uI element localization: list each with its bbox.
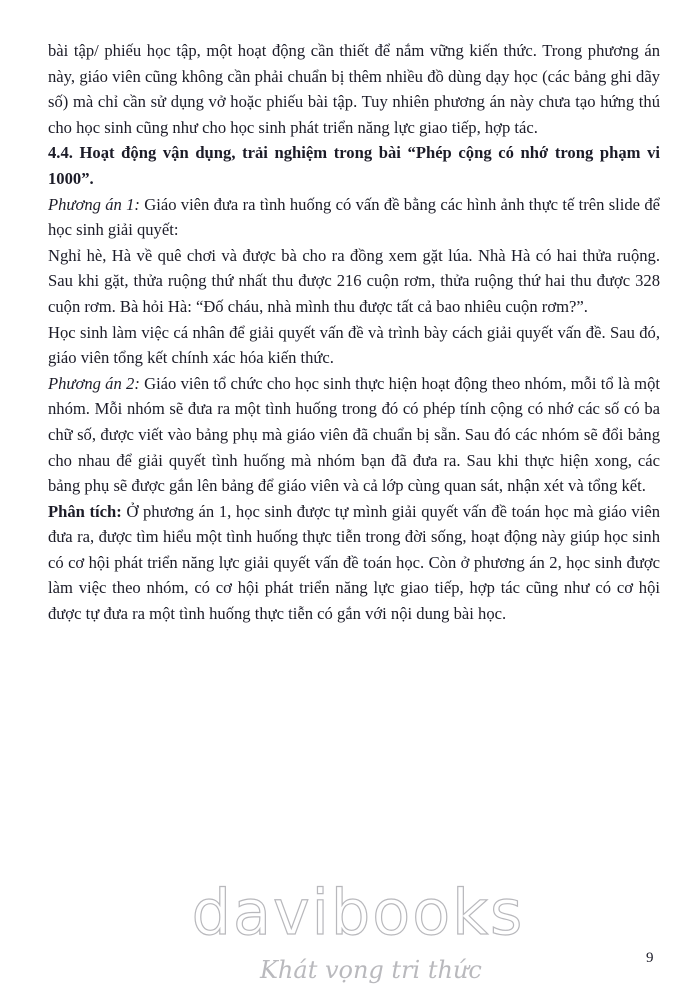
option-2-label: Phương án 2: bbox=[48, 373, 140, 393]
section-heading-4-4: 4.4. Hoạt động vận dụng, trải nghiệm trong bài “Phép cộng có nhớ trong phạm vi 1000”. bbox=[48, 143, 660, 188]
analysis-label: Phân tích: bbox=[48, 501, 122, 521]
paragraph-intro-continuation: bài tập/ phiếu học tập, một hoạt động cần thiết để nắm vững kiến thức. Trong phương án này, giáo viên cũng không cần phải chuẩn bị thêm nhiều đồ dùng dạy học (các bảng ghi dãy số) mà chỉ cần sử dụng vở hoặc phiếu bài tập. Tuy nhiên phương án này chưa tạo hứng thú cho học sinh cũng như cho học sinh phát triển năng lực giao tiếp, hợp tác. bbox=[48, 41, 660, 137]
paragraph-option-1 bbox=[48, 192, 660, 243]
analysis-text: Ở phương án 1, học sinh được tự mình giải quyết vấn đề toán học mà giáo viên đưa ra, được tìm hiểu một tình huống thực tiễn trong đời sống, hoạt động này giúp học sinh có cơ hội phát triển năng lực giải quyết vấn đề toán học. Còn ở phương án 2, học sinh được làm việc theo nhóm, có cơ hội phát triển năng lực giao tiếp, hợp tác cũng như có cơ hội được tự đưa ra một tình huống thực tiễn có gắn với nội dung bài học. bbox=[48, 501, 660, 624]
watermark-logo: davibooks bbox=[191, 876, 525, 949]
paragraph-analysis bbox=[48, 499, 660, 627]
page-number: 9 bbox=[646, 950, 654, 966]
paragraph-individual-work: Học sinh làm việc cá nhân để giải quyết vấn đề và trình bày cách giải quyết vấn đề. Sau đó, giáo viên tổng kết chính xác hóa kiến thức. bbox=[48, 322, 660, 368]
watermark-tagline: Khát vọng tri thức bbox=[260, 956, 482, 984]
option-1-label: Phương án 1: bbox=[48, 194, 140, 214]
page-body bbox=[48, 38, 660, 627]
paragraph-option-2 bbox=[48, 371, 660, 499]
option-2-text: Giáo viên tổ chức cho học sinh thực hiện hoạt động theo nhóm, mỗi tổ là một nhóm. Mỗi nhóm sẽ đưa ra một tình huống trong đó có phép tính cộng có nhớ các số có ba chữ số, được viết vào bảng phụ mà giáo viên đã chuẩn bị sẵn. Sau đó các nhóm sẽ đổi bảng cho nhau để giải quyết tình huống mà nhóm bạn đã đưa ra. Sau khi thực hiện xong, các bảng phụ sẽ được gắn lên bảng để giáo viên và cả lớp cùng quan sát, nhận xét và tổng kết. bbox=[48, 373, 660, 496]
option-1-text: Giáo viên đưa ra tình huống có vấn đề bằng các hình ảnh thực tế trên slide để học sinh giải quyết: bbox=[48, 194, 660, 240]
paragraph-situation: Nghỉ hè, Hà về quê chơi và được bà cho ra đồng xem gặt lúa. Nhà Hà có hai thửa ruộng. Sau khi gặt, thửa ruộng thứ nhất thu được 216 cuộn rơm, thửa ruộng thứ hai thu được 328 cuộn rơm. Bà hỏi Hà: “Đố cháu, nhà mình thu được tất cả bao nhiêu cuộn rơm?”. bbox=[48, 245, 660, 316]
